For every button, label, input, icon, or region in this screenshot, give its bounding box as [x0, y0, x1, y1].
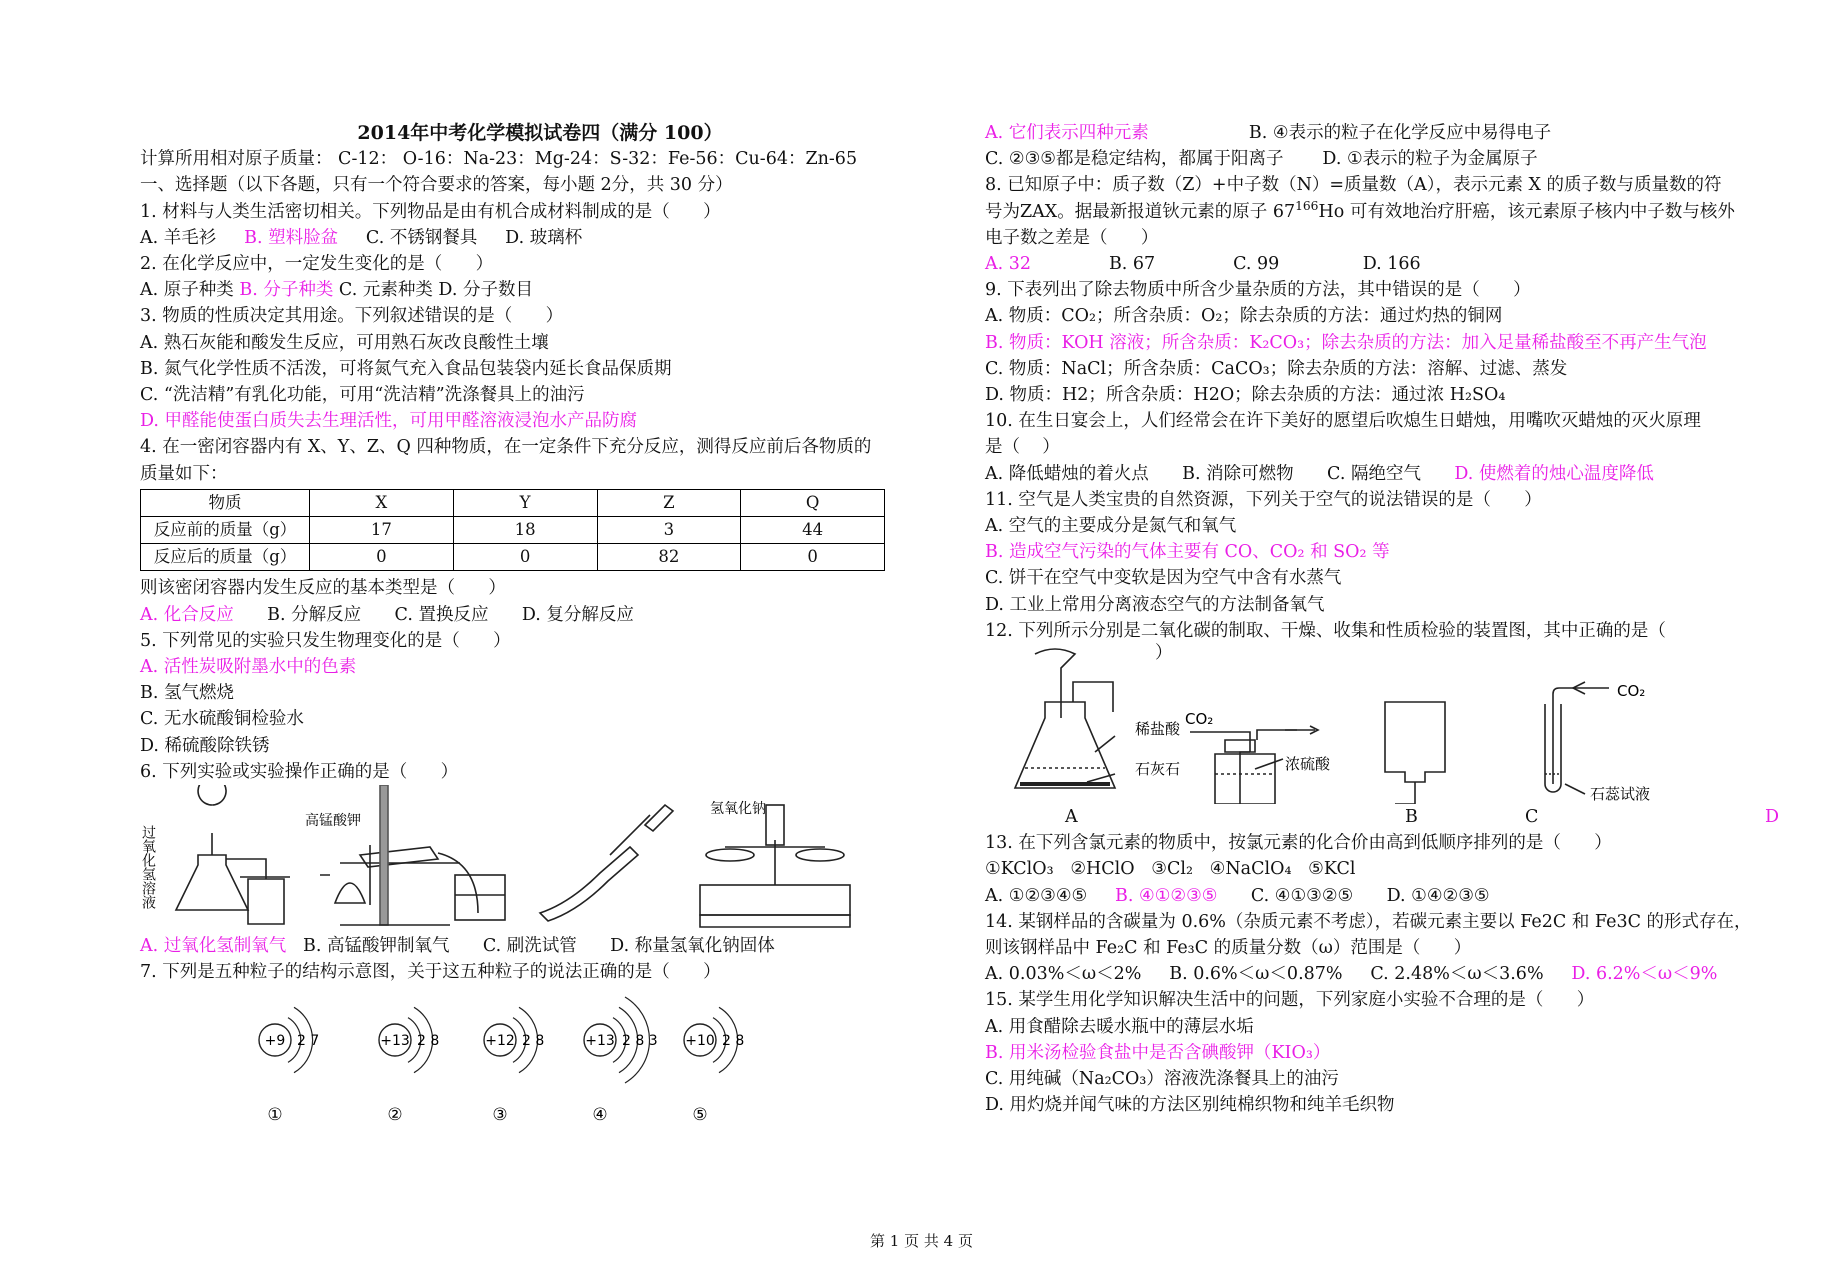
- q15-option-b: B. 用米汤检验食盐中是否含碘酸钾（KIO₃）: [985, 1042, 1331, 1063]
- q7-option-a: A. 它们表示四种元素: [985, 123, 1149, 143]
- q2-stem: 2. 在化学反应中，一定发生变化的是（ ）: [140, 254, 494, 275]
- q5-stem: 5. 下列常见的实验只发生物理变化的是（ ）: [140, 630, 511, 651]
- co2-label-b: CO₂: [1185, 710, 1214, 729]
- q9-option-d: D. 物质：H2；所含杂质：H2O；除去杂质的方法：通过浓 H₂SO₄: [985, 385, 1506, 406]
- q5-option-a: A. 活性炭吸附墨水中的色素: [140, 657, 357, 678]
- q8-stem-2-a: 号为: [985, 201, 1020, 222]
- table-header-cell: Z: [597, 489, 741, 516]
- table-cell: 0: [310, 544, 454, 571]
- table-header-cell: Y: [453, 489, 597, 516]
- table-row: [141, 517, 885, 544]
- q15-option-d: D. 用灼烧并闻气味的方法区别纯棉织物和纯羊毛织物: [985, 1095, 1395, 1116]
- q3-option-c: C. “洗洁精”有乳化功能，可用“洗洁精”洗涤餐具上的油污: [140, 385, 585, 406]
- q1-option-a: A. 羊毛衫: [140, 227, 217, 248]
- q10-option-a: A. 降低蜡烛的着火点: [985, 463, 1149, 484]
- q8-stem-1: 8. 已知原子中：质子数（Z）+中子数（N）=质量数（A），表示元素 X 的质子数与质量数的符: [985, 175, 1722, 196]
- section-heading: 一、选择题（以下各题，只有一个符合要求的答案，每小题 2分，共 30 分）: [140, 175, 733, 196]
- q4-stem-2: 质量如下：: [140, 463, 228, 484]
- particle-diagram: [259, 1008, 319, 1126]
- mass-table: [140, 489, 885, 572]
- kmno4-label: 高锰酸钾: [305, 813, 361, 830]
- q10-option-b: B. 消除可燃物: [1182, 463, 1294, 484]
- table-header-cell: 物质: [141, 489, 310, 516]
- table-cell: 18: [453, 517, 597, 544]
- table-cell: 0: [453, 544, 597, 571]
- particle-label: ②: [387, 1105, 403, 1126]
- nucleus-charge: +13: [585, 1033, 615, 1050]
- right-column: [985, 120, 1785, 1119]
- table-header-cell: Q: [741, 489, 885, 516]
- q7-option-d: D. ①表示的粒子为金属原子: [1322, 149, 1538, 170]
- q12-apparatus-figure: [985, 644, 1785, 804]
- q9-option-b: B. 物质：KOH 溶液；所含杂质：K₂CO₃；除去杂质的方法：加入足量稀盐酸至不再产生气泡: [985, 332, 1707, 353]
- limestone-label: 石灰石: [1135, 760, 1181, 779]
- q6-apparatus-figure: [140, 785, 940, 933]
- q11-option-c: C. 饼干在空气中变软是因为空气中含有水蒸气: [985, 568, 1342, 589]
- q8-option-a: A. 32: [985, 254, 1032, 275]
- q1-option-c: C. 不锈钢餐具: [365, 227, 478, 248]
- q9-option-a: A. 物质：CO₂；所含杂质：O₂；除去杂质的方法：通过灼热的铜网: [985, 306, 1503, 327]
- q4-option-b: B. 分解反应: [267, 604, 362, 625]
- nucleus-charge: +12: [485, 1033, 515, 1050]
- q13-option-b: B. ④①②③⑤: [1115, 885, 1218, 906]
- q4-option-c: C. 置换反应: [394, 604, 489, 625]
- q6-option-b: B. 高锰酸钾制氧气: [302, 936, 450, 957]
- page-title: 2014年中考化学模拟试卷四（满分 100）: [357, 122, 723, 144]
- q7-options-row-2: [985, 146, 1785, 172]
- q13-list: ①KClO₃ ②HClO ③Cl₂ ④NaClO₄ ⑤KCl: [985, 859, 1356, 880]
- q8-option-b: B. 67: [1108, 254, 1156, 275]
- q7-options-row-1: [985, 120, 1785, 146]
- table-cell: 44: [741, 517, 885, 544]
- q14-options: [985, 961, 1785, 987]
- q12-stem-1: 12. 下列所示分别是二氧化碳的制取、干燥、收集和性质检验的装置图，其中正确的是（: [985, 620, 1666, 641]
- q13-options: [985, 883, 1785, 909]
- electron-counts: 2 8: [522, 1033, 545, 1050]
- electron-counts: 2 8: [417, 1033, 440, 1050]
- q6-option-d: D. 称量氢氧化钠固体: [610, 936, 775, 957]
- naoh-label: 氢氧化钠: [710, 801, 766, 818]
- q7-option-b: B. ④表示的粒子在化学反应中易得电子: [1248, 123, 1552, 143]
- table-row: [141, 544, 885, 571]
- q15-stem: 15. 某学生用化学知识解决生活中的问题，下列家庭小实验不合理的是（ ）: [985, 990, 1595, 1011]
- q7-option-c: C. ②③⑤都是稳定结构，都属于阳离子: [985, 149, 1284, 170]
- q3-option-a: A. 熟石灰能和酸发生反应，可用熟石灰改良酸性土壤: [140, 332, 549, 353]
- table-cell: 3: [597, 517, 741, 544]
- q15-option-c: C. 用纯碱（Na₂CO₃）溶液洗涤餐具上的油污: [985, 1069, 1339, 1090]
- q12-captions: [985, 804, 1785, 830]
- q15-option-a: A. 用食醋除去暖水瓶中的薄层水垢: [985, 1016, 1254, 1037]
- q2-option-c: C. 元素种类: [338, 280, 433, 301]
- q14-option-b: B. 0.6%＜ω＜0.87%: [1169, 964, 1343, 985]
- nucleus-charge: +10: [685, 1033, 715, 1050]
- q9-stem: 9. 下表列出了除去物质中所含少量杂质的方法，其中错误的是（ ）: [985, 280, 1531, 301]
- q11-option-a: A. 空气的主要成分是氮气和氧气: [985, 516, 1237, 537]
- q12-caption-c: C: [1525, 807, 1539, 828]
- q4-stem-3: 则该密闭容器内发生反应的基本类型是（ ）: [140, 578, 506, 599]
- table-header-cell: X: [310, 489, 454, 516]
- q6-apparatus-drawing: [140, 785, 860, 933]
- table-cell: 反应后的质量（g）: [141, 544, 310, 571]
- q1-options: [140, 225, 940, 251]
- q10-option-c: C. 隔绝空气: [1327, 463, 1421, 484]
- particle-diagram: [684, 1008, 744, 1126]
- q2-option-b: B. 分子种类: [239, 280, 334, 301]
- q8-options: [985, 251, 1785, 277]
- q12-caption-b: B: [1405, 807, 1418, 828]
- q7-particle-diagrams: [140, 985, 940, 1135]
- q7-particles-svg: [140, 985, 860, 1135]
- q14-option-a: A. 0.03%＜ω＜2%: [985, 964, 1142, 985]
- particle-label: ⑤: [692, 1105, 708, 1126]
- electron-counts: 2 8: [722, 1033, 745, 1050]
- q2-options: [140, 277, 940, 303]
- nucleus-charge: +13: [380, 1033, 410, 1050]
- h2so4-label: 浓硫酸: [1285, 755, 1331, 774]
- table-cell: 17: [310, 517, 454, 544]
- q14-stem-2: 则该钢样品中 Fe₂C 和 Fe₃C 的质量分数（ω）范围是（ ）: [985, 938, 1472, 959]
- q8-option-c: C. 99: [1233, 254, 1280, 275]
- particle-diagram: [379, 1008, 439, 1126]
- particle-label: ①: [267, 1105, 283, 1126]
- q5-option-c: C. 无水硫酸铜检验水: [140, 709, 304, 730]
- particle-diagram: [484, 1008, 544, 1126]
- q7-stem: 7. 下列是五种粒子的结构示意图，关于这五种粒子的说法正确的是（ ）: [140, 962, 721, 983]
- q6-option-a: A. 过氧化氢制氧气: [140, 936, 287, 957]
- q6-stem: 6. 下列实验或实验操作正确的是（ ）: [140, 761, 459, 782]
- q12-caption-d: D: [1765, 807, 1780, 828]
- q8-stem-2-sym: ZAX。据最新报道钬元素的原子 67: [1020, 201, 1296, 222]
- particle-diagram: [584, 997, 658, 1125]
- q6-options: [140, 933, 940, 959]
- q4-option-a: A. 化合反应: [140, 604, 234, 625]
- table-cell: 0: [741, 544, 885, 571]
- left-column: [140, 120, 940, 1135]
- q13-stem: 13. 在下列含氯元素的物质中，按氯元素的化合价由高到低顺序排列的是（ ）: [985, 833, 1612, 854]
- q14-stem-1: 14. 某钢样品的含碳量为 0.6%（杂质元素不考虑），若碳元素主要以 Fe2C 和 Fe3C 的形式存在，: [985, 911, 1752, 932]
- q9-option-c: C. 物质：NaCl；所含杂质：CaCO₃；除去杂质的方法：溶解、过滤、蒸发: [985, 358, 1568, 379]
- q3-option-d: D. 甲醛能使蛋白质失去生理活性，可用甲醛溶液浸泡水产品防腐: [140, 411, 638, 432]
- q4-option-d: D. 复分解反应: [521, 604, 634, 625]
- q8-stem-2: [985, 199, 1785, 225]
- h2o2-label: 过氧化氢溶液: [140, 825, 156, 910]
- table-header-row: [141, 489, 885, 516]
- q1-stem: 1. 材料与人类生活密切相关。下列物品是由有机合成材料制成的是（ ）: [140, 201, 721, 222]
- particle-label: ④: [592, 1105, 608, 1126]
- q11-stem: 11. 空气是人类宝贵的自然资源，下列关于空气的说法错误的是（ ）: [985, 489, 1542, 510]
- electron-counts: 2 8 3: [622, 1033, 658, 1050]
- q12-stem-2: ）: [1155, 643, 1173, 664]
- q10-option-d: D. 使燃着的烛心温度降低: [1454, 463, 1654, 484]
- table-cell: 反应前的质量（g）: [141, 517, 310, 544]
- co2-label-d: CO₂: [1617, 682, 1646, 701]
- q4-stem-1: 4. 在一密闭容器内有 X、Y、Z、Q 四种物质，在一定条件下充分反应，测得反应前后各物质的: [140, 437, 872, 458]
- q12-apparatus-drawing: [985, 644, 1705, 804]
- q14-option-d: D. 6.2%＜ω＜9%: [1571, 964, 1718, 985]
- q10-stem-2: 是（ ）: [985, 437, 1060, 458]
- q11-option-d: D. 工业上常用分离液态空气的方法制备氧气: [985, 594, 1325, 615]
- q8-option-d: D. 166: [1362, 254, 1421, 275]
- q14-option-c: C. 2.48%＜ω＜3.6%: [1370, 964, 1544, 985]
- hcl-label: 稀盐酸: [1135, 720, 1181, 739]
- q13-option-a: A. ①②③④⑤: [985, 885, 1088, 906]
- q10-options: [985, 461, 1785, 487]
- q4-options: [140, 602, 940, 628]
- q8-stem-3: 电子数之差是（ ）: [985, 227, 1159, 248]
- table-cell: 82: [597, 544, 741, 571]
- q3-option-b: B. 氮气化学性质不活泼，可将氮气充入食品包装袋内延长食品保质期: [140, 358, 672, 379]
- q2-option-d: D. 分子数目: [438, 280, 533, 301]
- q5-option-b: B. 氢气燃烧: [140, 683, 234, 704]
- q8-stem-2-b: Ho 可有效地治疗肝癌，该元素原子核内中子数与核外: [1318, 201, 1735, 222]
- q8-stem-2-sup: 166: [1295, 198, 1319, 213]
- q5-option-d: D. 稀硫酸除铁锈: [140, 735, 270, 756]
- q13-option-d: D. ①④②③⑤: [1386, 885, 1490, 906]
- particle-label: ③: [492, 1105, 508, 1126]
- atomic-masses: 计算所用相对原子质量： C-12： O-16：Na-23：Mg-24：S-32：Fe-56：Cu-64：Zn-65: [140, 149, 858, 170]
- electron-counts: 2 7: [297, 1033, 320, 1050]
- q13-option-c: C. ④①③②⑤: [1250, 885, 1354, 906]
- q1-option-d: D. 玻璃杯: [505, 227, 583, 248]
- q12-caption-a: A: [1065, 807, 1078, 828]
- nucleus-charge: +9: [264, 1033, 286, 1050]
- q2-option-a: A. 原子种类: [140, 280, 234, 301]
- q11-option-b: B. 造成空气污染的气体主要有 CO、CO₂ 和 SO₂ 等: [985, 542, 1390, 563]
- litmus-label: 石蕊试液: [1590, 785, 1651, 804]
- q10-stem-1: 10. 在生日宴会上，人们经常会在许下美好的愿望后吹熄生日蜡烛，用嘴吹灭蜡烛的灭火原理: [985, 411, 1701, 432]
- q3-stem: 3. 物质的性质决定其用途。下列叙述错误的是（ ）: [140, 306, 564, 327]
- q6-option-c: C. 刷洗试管: [482, 936, 577, 957]
- page-footer: 第 1 页 共 4 页: [870, 1232, 973, 1250]
- q1-option-b: B. 塑料脸盆: [244, 227, 339, 248]
